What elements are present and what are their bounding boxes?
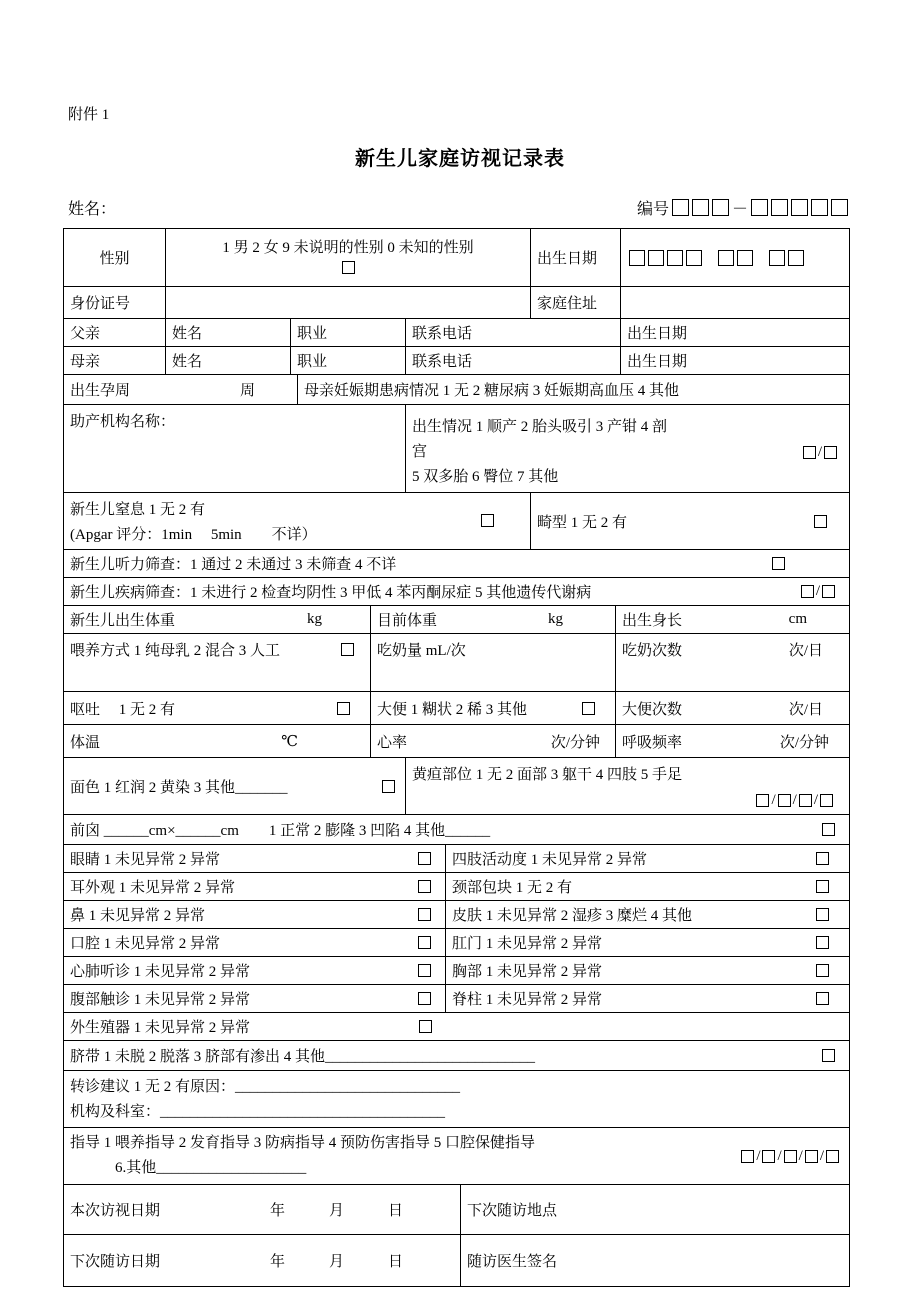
row-referral	[64, 1071, 849, 1128]
slash-separator: /	[798, 1147, 803, 1164]
father-name-cell[interactable]	[166, 319, 291, 346]
row-gestation	[64, 375, 849, 405]
jaundice-cell	[406, 758, 849, 814]
guidance-checkbox[interactable]	[741, 1150, 754, 1163]
row-umbilical	[64, 1041, 849, 1071]
page-title: 新生儿家庭访视记录表	[355, 148, 565, 170]
exam-right-text: 颈部包块 1 无 2 有	[452, 880, 573, 896]
birthdate-label: 出生日期	[537, 251, 598, 267]
birthdate-digit-box[interactable]	[718, 250, 734, 266]
asphyxia-checkbox[interactable]	[481, 514, 494, 527]
visit-year-label: 年	[270, 1203, 286, 1219]
next-visit-year-label: 年	[270, 1254, 286, 1270]
gestation-label: 出生孕周	[70, 383, 131, 399]
birth-weight-unit: kg	[307, 611, 322, 627]
code-separator: －	[731, 201, 748, 218]
row-next-visit-date	[64, 1235, 849, 1286]
visit-month-label: 月	[329, 1203, 345, 1219]
exam-left-text: 耳外观 1 未见异常 2 异常	[70, 880, 236, 896]
row-feeding	[64, 634, 849, 692]
subheader	[68, 196, 848, 219]
umbilical-text: 脐带 1 未脱 2 脱落 3 脐部有渗出 4 其他____________________________	[70, 1049, 536, 1065]
current-weight-unit: kg	[548, 611, 563, 627]
row-genitalia	[64, 1013, 849, 1041]
row-asphyxia	[64, 493, 849, 550]
deformity-cell	[531, 493, 849, 549]
exam-left-text: 鼻 1 未见异常 2 异常	[70, 908, 206, 924]
guidance-cell	[64, 1128, 849, 1184]
exam-left-cell	[64, 985, 446, 1012]
birth-weight-label: 新生儿出生体重	[70, 613, 176, 629]
referral-line2: 机构及科室：______________________________________	[70, 1104, 446, 1120]
id-label: 身份证号	[70, 296, 131, 312]
mother-job-label: 职业	[297, 354, 328, 370]
jaundice-text: 黄疸部位 1 无 2 面部 3 躯干 4 四肢 5 手足	[412, 767, 683, 783]
birthdate-digit-box[interactable]	[737, 250, 753, 266]
jaundice-checkbox[interactable]	[756, 794, 769, 807]
next-visit-date-label: 下次随访日期	[70, 1254, 161, 1270]
exam-right-text: 四肢活动度 1 未见异常 2 异常	[452, 852, 648, 868]
code-box[interactable]	[791, 199, 808, 216]
slash-separator: /	[815, 583, 820, 599]
birthdate-label-cell	[531, 229, 621, 286]
heart-rate-label: 心率	[377, 734, 408, 751]
birth-weight-cell[interactable]	[64, 606, 371, 633]
umbilical-checkbox[interactable]	[822, 1049, 835, 1062]
slash-separator: /	[819, 1147, 824, 1164]
complexion-cell	[64, 758, 406, 814]
code-field	[637, 196, 848, 219]
code-label: 编号	[636, 201, 669, 218]
respiration-cell[interactable]	[616, 725, 849, 757]
next-place-cell[interactable]	[461, 1185, 849, 1234]
mother-phone-cell[interactable]	[406, 347, 621, 374]
exam-left-cell	[64, 929, 446, 956]
row-hearing	[64, 550, 849, 578]
slash-separator: /	[777, 1147, 782, 1164]
birth-situation-line1: 出生情况 1 顺产 2 胎头吸引 3 产钳 4 剖	[412, 419, 668, 435]
gender-label-cell	[64, 229, 166, 286]
fontanelle-checkbox[interactable]	[822, 823, 835, 836]
name-label: 姓名：	[68, 201, 117, 218]
exam-checkbox[interactable]	[418, 992, 431, 1005]
temperature-unit: ℃	[281, 733, 298, 750]
feeding-mode-checkbox[interactable]	[341, 643, 354, 656]
temperature-label: 体温	[70, 734, 101, 751]
father-phone-cell[interactable]	[406, 319, 621, 346]
disease-cell	[64, 578, 849, 605]
mother-label-cell	[64, 347, 166, 374]
exam-right-cell	[446, 957, 849, 984]
stool-times-unit: 次/日	[788, 701, 823, 718]
asphyxia-cell	[64, 493, 531, 549]
row-delivery	[64, 405, 849, 493]
referral-line1: 转诊建议 1 无 2 有原因：______________________________	[70, 1079, 461, 1095]
slash-separator: /	[756, 1147, 761, 1164]
row-exam-4	[64, 929, 849, 957]
umbilical-cell	[64, 1041, 849, 1070]
complexion-text: 面色 1 红润 2 黄染 3 其他_______	[70, 779, 288, 796]
visit-date-label: 本次访视日期	[70, 1203, 161, 1219]
exam-checkbox[interactable]	[816, 992, 829, 1005]
gender-options: 1 男 2 女 9 未说明的性别 0 未知的性别	[222, 240, 474, 256]
gestation-unit: 周	[240, 383, 256, 399]
slash-separator: /	[817, 444, 822, 460]
address-label-cell	[531, 287, 621, 318]
doctor-signature-label: 随访医生签名	[467, 1254, 558, 1270]
row-gender-birthdate	[64, 229, 849, 287]
disease-text: 新生儿疾病筛查：1 未进行 2 检查均阴性 3 甲低 4 苯丙酮尿症 5 其他遗传代谢病	[70, 585, 592, 601]
birthdate-digit-box[interactable]	[667, 250, 683, 266]
gender-options-cell	[166, 229, 531, 286]
code-box[interactable]	[672, 199, 689, 216]
exam-right-cell	[446, 901, 849, 928]
mother-dob-cell[interactable]	[621, 347, 849, 374]
mother-phone-label: 联系电话	[412, 354, 473, 370]
gestation-cell[interactable]	[64, 375, 298, 404]
exam-right-cell	[446, 845, 849, 872]
id-label-cell	[64, 287, 166, 318]
code-box[interactable]	[831, 199, 848, 216]
stool-cell	[371, 692, 616, 724]
heart-rate-unit: 次/分钟	[550, 734, 600, 751]
exam-left-cell	[64, 901, 446, 928]
birth-situation-boxes	[803, 440, 837, 465]
stool-text: 大便 1 糊状 2 稀 3 其他	[377, 701, 528, 718]
hearing-cell	[64, 550, 849, 577]
row-father	[64, 319, 849, 347]
birthdate-digit-box[interactable]	[629, 250, 645, 266]
guidance-checkbox[interactable]	[762, 1150, 775, 1163]
address-value-cell[interactable]	[621, 287, 849, 318]
slash-separator: /	[771, 792, 776, 808]
stool-times-label: 大便次数	[622, 701, 683, 718]
exam-left-cell	[64, 957, 446, 984]
row-exam-5	[64, 957, 849, 985]
guidance-boxes	[741, 1148, 839, 1165]
guidance-text-block	[70, 1131, 741, 1181]
jaundice-checkbox[interactable]	[778, 794, 791, 807]
exam-left-text: 心肺听诊 1 未见异常 2 异常	[70, 964, 251, 980]
address-label: 家庭住址	[537, 296, 598, 312]
birth-situation-line2: 宫	[412, 444, 428, 460]
referral-cell[interactable]	[64, 1071, 849, 1127]
respiration-unit: 次/分钟	[779, 734, 829, 751]
row-visit-date	[64, 1185, 849, 1235]
exam-right-text: 胸部 1 未见异常 2 异常	[452, 964, 603, 980]
exam-checkbox[interactable]	[816, 964, 829, 977]
guidance-checkbox[interactable]	[805, 1150, 818, 1163]
birth-length-label: 出生身长	[622, 613, 683, 629]
exam-checkbox[interactable]	[816, 880, 829, 893]
current-weight-label: 目前体重	[377, 613, 438, 629]
genitalia-checkbox[interactable]	[419, 1020, 432, 1033]
row-vomit-stool	[64, 692, 849, 725]
birthdate-year-boxes	[629, 250, 702, 266]
guidance-checkbox[interactable]	[826, 1150, 839, 1163]
exam-right-cell	[446, 985, 849, 1012]
exam-right-text: 脊柱 1 未见异常 2 异常	[452, 992, 603, 1008]
code-box[interactable]	[712, 199, 729, 216]
row-guidance	[64, 1128, 849, 1185]
mother-dob-label: 出生日期	[627, 354, 688, 370]
birth-situation-line2-wrap	[412, 440, 843, 465]
guidance-line2: 6.其他____________________	[115, 1160, 307, 1176]
mother-label: 母亲	[70, 354, 101, 370]
birthdate-digit-box[interactable]	[648, 250, 664, 266]
code-box[interactable]	[771, 199, 788, 216]
row-id-address	[64, 287, 849, 319]
row-exam-2	[64, 873, 849, 901]
milk-amount-cell[interactable]	[371, 634, 616, 691]
genitalia-text: 外生殖器 1 未见异常 2 异常	[70, 1020, 251, 1036]
next-visit-date-cell[interactable]	[64, 1235, 461, 1286]
maternal-illness-text: 母亲妊娠期患病情况 1 无 2 糖尿病 3 妊娠期高血压 4 其他	[304, 383, 680, 399]
code-box[interactable]	[811, 199, 828, 216]
exam-right-cell	[446, 873, 849, 900]
father-phone-label: 联系电话	[412, 326, 473, 342]
exam-left-cell	[64, 873, 446, 900]
exam-left-text: 眼睛 1 未见异常 2 异常	[70, 852, 221, 868]
guidance-checkbox[interactable]	[784, 1150, 797, 1163]
vomit-checkbox[interactable]	[337, 702, 350, 715]
birthdate-digit-box[interactable]	[686, 250, 702, 266]
exam-checkbox[interactable]	[418, 852, 431, 865]
disease-boxes	[801, 583, 835, 600]
next-visit-day-label: 日	[388, 1254, 404, 1270]
stool-times-cell[interactable]	[616, 692, 849, 724]
exam-checkbox[interactable]	[816, 936, 829, 949]
row-complexion	[64, 758, 849, 815]
mother-name-cell[interactable]	[166, 347, 291, 374]
row-disease	[64, 578, 849, 606]
father-job-label: 职业	[297, 326, 328, 342]
row-fontanelle	[64, 815, 849, 845]
fontanelle-cell	[64, 815, 849, 844]
father-name-label: 姓名	[172, 326, 203, 342]
hearing-text: 新生儿听力筛查：1 通过 2 未通过 3 未筛查 4 不详	[70, 557, 397, 573]
feeding-times-cell[interactable]	[616, 634, 849, 691]
exam-checkbox[interactable]	[816, 908, 829, 921]
exam-checkbox[interactable]	[418, 908, 431, 921]
birth-situation-line3: 5 双多胎 6 臀位 7 其他	[412, 469, 559, 485]
gender-label: 性别	[99, 251, 130, 267]
birthdate-digit-box[interactable]	[788, 250, 804, 266]
father-dob-label: 出生日期	[627, 326, 688, 342]
birth-situation-checkbox[interactable]	[824, 446, 837, 459]
exam-checkbox[interactable]	[816, 852, 829, 865]
exam-checkbox[interactable]	[418, 964, 431, 977]
exam-left-text: 口腔 1 未见异常 2 异常	[70, 936, 221, 952]
exam-checkbox[interactable]	[418, 880, 431, 893]
code-box[interactable]	[692, 199, 709, 216]
birthdate-day-boxes	[769, 250, 804, 266]
next-visit-month-label: 月	[329, 1254, 345, 1270]
attachment-label: 附件 1	[68, 107, 110, 123]
deformity-checkbox[interactable]	[814, 515, 827, 528]
jaundice-boxes	[412, 788, 843, 813]
visit-date-cell[interactable]	[64, 1185, 461, 1234]
slash-separator: /	[792, 792, 797, 808]
hearing-checkbox[interactable]	[772, 557, 785, 570]
birth-situation-checkbox[interactable]	[803, 446, 816, 459]
exam-left-cell	[64, 845, 446, 872]
jaundice-checkbox[interactable]	[799, 794, 812, 807]
respiration-label: 呼吸频率	[622, 734, 683, 751]
id-value-cell[interactable]	[166, 287, 531, 318]
stool-checkbox[interactable]	[582, 702, 595, 715]
feeding-mode-cell	[64, 634, 371, 691]
mother-job-cell[interactable]	[291, 347, 406, 374]
deformity-text: 畸型 1 无 2 有	[537, 514, 628, 531]
code-box[interactable]	[751, 199, 768, 216]
form-table	[63, 228, 850, 1287]
milk-amount-label: 吃奶量 mL/次	[377, 643, 466, 659]
birthdate-boxes-cell	[621, 229, 849, 286]
genitalia-cell	[64, 1013, 446, 1040]
slash-separator: /	[813, 792, 818, 808]
row-mother	[64, 347, 849, 375]
row-vitals	[64, 725, 849, 758]
exam-left-text: 腹部触诊 1 未见异常 2 异常	[70, 992, 251, 1008]
birth-length-cell[interactable]	[616, 606, 849, 633]
vomit-cell	[64, 692, 371, 724]
disease-checkbox[interactable]	[801, 585, 814, 598]
complexion-checkbox[interactable]	[382, 780, 395, 793]
exam-checkbox[interactable]	[418, 936, 431, 949]
birth-situation-cell	[406, 405, 849, 492]
father-label-cell	[64, 319, 166, 346]
birthdate-month-boxes	[718, 250, 753, 266]
father-label: 父亲	[70, 326, 101, 342]
fontanelle-text: 前囟 ______cm×______cm 1 正常 2 膨隆 3 凹陷 4 其他______	[70, 823, 491, 839]
father-dob-cell[interactable]	[621, 319, 849, 346]
row-exam-6	[64, 985, 849, 1013]
jaundice-checkbox[interactable]	[820, 794, 833, 807]
exam-right-text: 肛门 1 未见异常 2 异常	[452, 936, 603, 952]
maternal-illness-cell	[298, 375, 849, 404]
empty-cell	[446, 1013, 849, 1040]
current-weight-cell[interactable]	[371, 606, 616, 633]
row-exam-3	[64, 901, 849, 929]
guidance-line1: 指导 1 喂养指导 2 发育指导 3 防病指导 4 预防伤害指导 5 口腔保健指导	[70, 1135, 536, 1151]
temperature-cell[interactable]	[64, 725, 371, 757]
exam-right-text: 皮肤 1 未见异常 2 湿疹 3 糜烂 4 其他	[452, 908, 693, 924]
doctor-signature-cell[interactable]	[461, 1235, 849, 1286]
exam-right-cell	[446, 929, 849, 956]
heart-rate-cell[interactable]	[371, 725, 616, 757]
asphyxia-text: 新生儿窒息 1 无 2 有	[70, 502, 206, 518]
apgar-text: (Apgar 评分：1min 5min 不详）	[70, 527, 317, 543]
row-exam-1	[64, 845, 849, 873]
feeding-mode-text: 喂养方式 1 纯母乳 2 混合 3 人工	[70, 643, 281, 659]
mother-name-label: 姓名	[172, 354, 203, 370]
birthdate-digit-box[interactable]	[769, 250, 785, 266]
visit-day-label: 日	[388, 1203, 404, 1219]
gender-checkbox[interactable]	[342, 261, 355, 274]
institution-label: 助产机构名称：	[70, 414, 176, 430]
next-place-label: 下次随访地点	[467, 1203, 558, 1219]
disease-checkbox[interactable]	[822, 585, 835, 598]
feeding-times-unit: 次/日	[788, 643, 823, 659]
birth-length-unit: cm	[788, 611, 807, 627]
row-weight	[64, 606, 849, 634]
vomit-text: 呕吐 1 无 2 有	[70, 701, 176, 718]
feeding-times-label: 吃奶次数	[622, 643, 683, 659]
institution-cell[interactable]	[64, 405, 406, 492]
father-job-cell[interactable]	[291, 319, 406, 346]
